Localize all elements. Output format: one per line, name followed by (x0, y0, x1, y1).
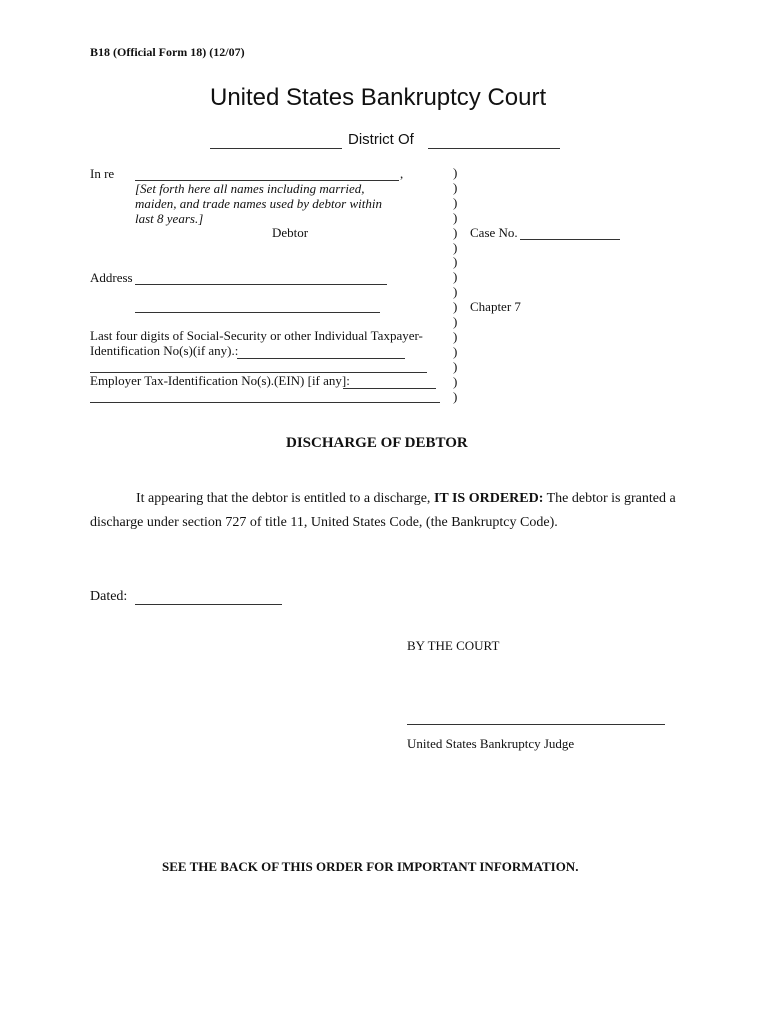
ssn-label-line1: Last four digits of Social-Security or other Individual Taxpayer- (90, 328, 423, 343)
comma: , (400, 166, 404, 181)
paren: ) (453, 240, 458, 255)
paren: ) (453, 195, 458, 210)
paren: ) (453, 225, 458, 240)
case-no-input[interactable] (520, 225, 620, 240)
order-text: It appearing that the debtor is entitled to a discharge, (136, 491, 431, 506)
instruction-line: [Set forth here all names including married, (135, 181, 365, 196)
ein-label: Employer Tax-Identification No(s).(EIN) [if any]: (90, 373, 350, 388)
paren: ) (453, 389, 458, 404)
paren: ) (453, 329, 458, 344)
instruction-line: maiden, and trade names used by debtor within (135, 196, 382, 211)
paren: ) (453, 359, 458, 374)
dated-input[interactable] (135, 590, 282, 605)
district-input[interactable] (428, 134, 560, 149)
ein-input[interactable] (343, 374, 436, 389)
instruction-line: last 8 years.] (135, 211, 204, 226)
chapter-label: Chapter 7 (470, 299, 521, 314)
in-re-label: In re (90, 166, 115, 181)
paren: ) (453, 254, 458, 269)
paren: ) (453, 314, 458, 329)
judge-signature-input[interactable] (407, 710, 665, 725)
address-line2-input[interactable] (135, 298, 380, 313)
ssn-input[interactable] (237, 344, 405, 359)
order-text: The debtor is granted a (546, 491, 676, 506)
paren: ) (453, 344, 458, 359)
paren: ) (453, 210, 458, 225)
ein-extra-input[interactable] (90, 388, 440, 403)
order-paragraph-line1 (136, 491, 676, 507)
back-notice: SEE THE BACK OF THIS ORDER FOR IMPORTANT INFORMATION. (162, 859, 579, 874)
court-title: United States Bankruptcy Court (210, 84, 547, 111)
case-no-label: Case No. (470, 225, 518, 240)
paren: ) (453, 269, 458, 284)
district-name-input[interactable] (210, 134, 342, 149)
document-heading: DISCHARGE OF DEBTOR (286, 435, 468, 451)
district-label: District Of (348, 131, 414, 148)
paren: ) (453, 180, 458, 195)
paren: ) (453, 374, 458, 389)
judge-title: United States Bankruptcy Judge (407, 736, 575, 751)
debtor-label: Debtor (272, 225, 309, 240)
order-paragraph-line2: discharge under section 727 of title 11, United States Code, (the Bankruptcy Code). (90, 515, 558, 530)
by-the-court: BY THE COURT (407, 638, 500, 653)
ssn-label-line2: Identification No(s)(if any).: (90, 343, 239, 358)
address-line1-input[interactable] (135, 270, 387, 285)
debtor-name-input[interactable] (135, 166, 399, 181)
form-id: B18 (Official Form 18) (12/07) (90, 45, 245, 59)
it-is-ordered: IT IS ORDERED: (433, 491, 544, 506)
dated-label: Dated: (90, 589, 128, 604)
paren: ) (453, 299, 458, 314)
paren: ) (453, 165, 458, 180)
address-label: Address (90, 270, 133, 285)
paren: ) (453, 284, 458, 299)
ssn-extra-input[interactable] (90, 358, 427, 373)
names-instruction (135, 181, 382, 226)
